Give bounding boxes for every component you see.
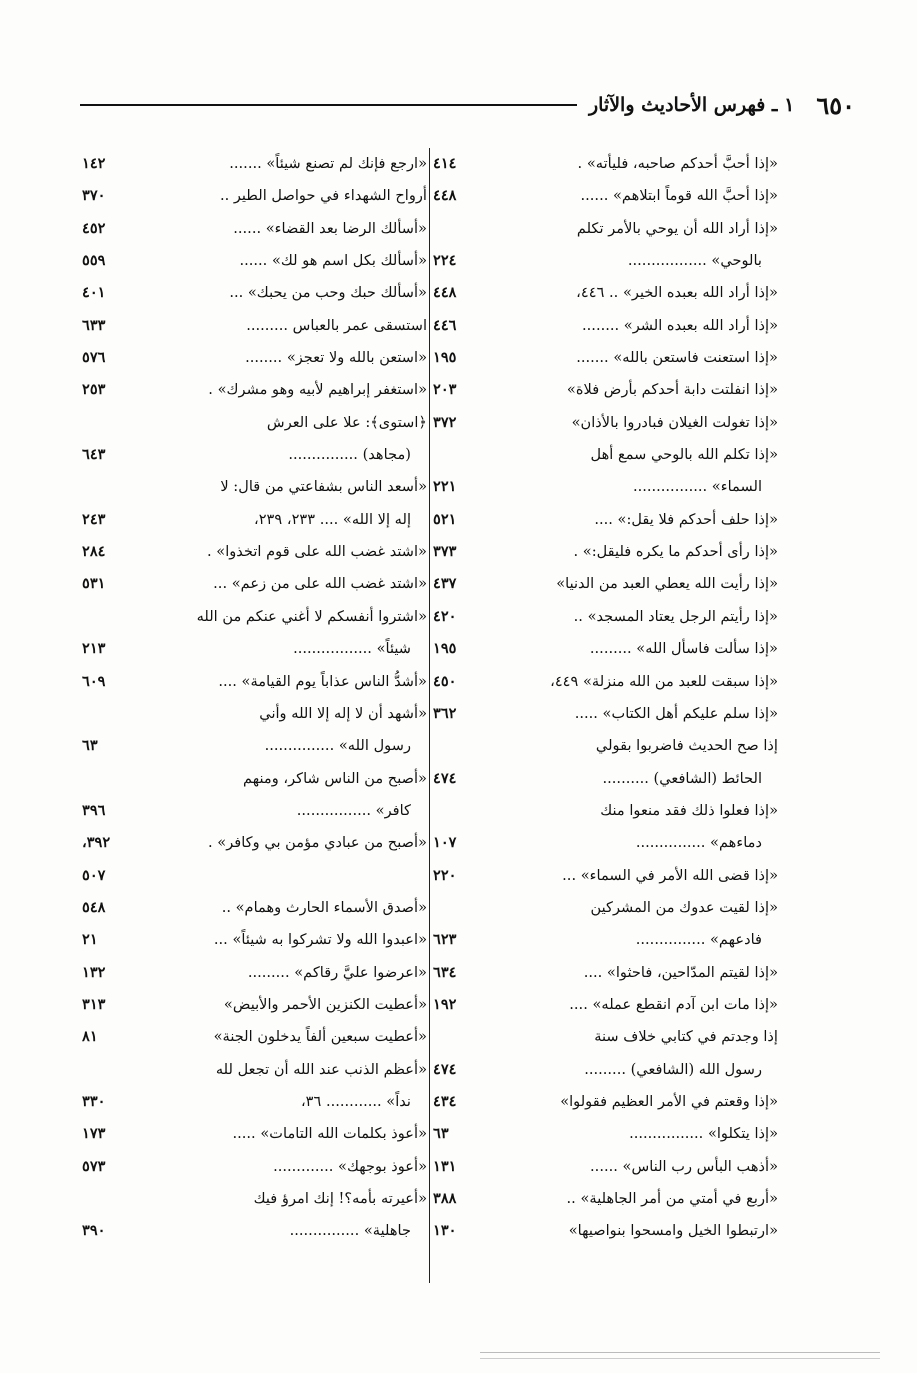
entry-page-number: ١٣١ <box>433 1157 457 1175</box>
entry-text: «إذا لقيتم المدّاحين، فاحثوا» .... <box>583 963 778 981</box>
entry-page-number: ٣١٣ <box>82 995 106 1013</box>
entry-text: «استغفر إبراهيم لأبيه وهو مشرك» . <box>208 381 427 399</box>
entry-page-number: ٣٩٢، <box>82 834 111 852</box>
entry-text: «أصدق الأسماء الحارث وهمام» .. <box>221 898 427 916</box>
entry-page-number: ٥٧٣ <box>82 1157 106 1175</box>
entry-text: «أشدُّ الناس عذاباً يوم القيامة» .... <box>218 672 427 690</box>
entry-page-number: ١٠٧ <box>433 834 457 852</box>
entry-page-number: ٣٧٠ <box>82 187 106 205</box>
entry-text: «أربع في أمتي من أمر الجاهلية» .. <box>566 1190 778 1207</box>
entry-text: «إذا أحبَّ الله قوماً ابتلاهم» ...... <box>580 187 778 205</box>
entry-text: «أعوذ بوجهك» ............. <box>273 1157 427 1175</box>
index-entry <box>433 892 778 924</box>
entry-text: استسقى عمر بالعباس ......... <box>246 316 427 334</box>
index-entry <box>433 989 778 1021</box>
index-entry <box>82 180 427 212</box>
index-entry <box>82 1183 427 1215</box>
entry-text: «اشتروا أنفسكم لا أغني عنكم من الله <box>196 607 427 625</box>
index-entry <box>433 763 778 795</box>
index-entry <box>82 730 427 762</box>
index-entry <box>433 407 778 439</box>
index-entry <box>82 601 427 633</box>
index-entry <box>433 148 778 180</box>
footer-rule <box>480 1352 880 1353</box>
entry-text: «ارجع فإنك لم تصنع شيئاً» ....... <box>229 155 427 172</box>
entry-text: «إذا انفلتت دابة أحدكم بأرض فلاة» <box>566 381 778 399</box>
index-entry <box>82 342 427 374</box>
entry-page-number: ٤٧٤ <box>433 1060 457 1078</box>
entry-text: «إذا رأيتم الرجل يعتاد المسجد» .. <box>573 607 778 625</box>
entry-page-number: ٤٤٦ <box>433 316 457 334</box>
index-entry <box>433 245 778 277</box>
entry-page-number: ٨١ <box>82 1028 98 1046</box>
entry-text: «إذا فعلوا ذلك فقد منعوا منك <box>600 801 778 819</box>
entry-page-number: ٢٢٤ <box>433 252 457 270</box>
entry-page-number: ٦٠٩ <box>82 672 106 690</box>
entry-text: فادعهم» ............... <box>635 931 762 949</box>
index-entry <box>82 536 427 568</box>
entry-text: إله إلا الله» .... ٢٣٣، ٢٣٩، <box>253 510 411 528</box>
index-entry <box>433 536 778 568</box>
entry-page-number: ٦٢٣ <box>433 931 457 949</box>
index-entry <box>433 633 778 665</box>
index-entry <box>433 504 778 536</box>
entry-text: «أعطيت سبعين ألفاً يدخلون الجنة» <box>213 1028 427 1046</box>
entry-text: «ارتبطوا الخيل وامسحوا بنواصيها» <box>568 1222 778 1240</box>
entry-page-number: ٢٢٠ <box>433 866 457 884</box>
entry-page-number: ١٣٠ <box>433 1222 457 1240</box>
index-entry <box>433 1118 778 1150</box>
entry-page-number: ٦٤٣ <box>82 446 106 464</box>
header-rule <box>80 104 577 106</box>
entry-page-number: ٣٣٠ <box>82 1092 106 1110</box>
index-entry <box>433 1151 778 1183</box>
entry-text: رسول الله» ............... <box>264 737 411 755</box>
entry-text: «إذا قضى الله الأمر في السماء» ... <box>562 866 778 884</box>
entry-page-number: ٦٣٣ <box>82 316 106 334</box>
entry-text: «إذا أراد الله أن يوحي بالأمر تكلم <box>576 219 778 237</box>
entry-text: السماء» ................ <box>632 478 762 496</box>
entry-text: «أذهب البأس رب الناس» ...... <box>590 1157 778 1175</box>
index-entry <box>82 407 427 439</box>
index-entry <box>82 763 427 795</box>
index-entry <box>82 860 427 892</box>
entry-text: (مجاهد) ............... <box>288 446 411 464</box>
index-entry <box>433 1021 778 1053</box>
entry-page-number: ٢٤٣ <box>82 510 106 528</box>
entry-text: «أسألك الرضا بعد القضاء» ...... <box>233 219 427 237</box>
entry-page-number: ١٩٥ <box>433 349 457 367</box>
entry-text: «إذا يتكلوا» ................ <box>629 1125 778 1143</box>
entry-page-number: ٣٩٦ <box>82 801 106 819</box>
entry-text: «إذا وقعتم في الأمر العظيم فقولوا» <box>560 1092 778 1110</box>
entry-text: «إذا مات ابن آدم انقطع عمله» .... <box>569 995 778 1013</box>
entry-page-number: ٤٤٨ <box>433 187 457 205</box>
entry-text: بالوحي» ................. <box>627 252 762 270</box>
entry-page-number: ٤٣٧ <box>433 575 457 593</box>
entry-text: «استعن بالله ولا تعجز» ........ <box>245 349 427 367</box>
entry-text: «اشتد غضب الله على قوم اتخذوا» . <box>206 543 427 561</box>
entry-page-number: ٦٣ <box>433 1125 449 1143</box>
index-entry <box>82 148 427 180</box>
entry-page-number: ٣٦٢ <box>433 704 457 722</box>
index-entry <box>433 827 778 859</box>
index-entry <box>82 245 427 277</box>
section-title: ١ ـ فهرس الأحاديث والآثار <box>588 94 795 116</box>
index-entry <box>82 666 427 698</box>
entry-text: «أسألك حبك وحب من يحبك» ... <box>229 284 427 302</box>
index-entry <box>433 277 778 309</box>
entry-text: جاهلية» ............... <box>289 1222 411 1240</box>
entry-text: «إذا سبقت للعبد من الله منزلة» ٤٤٩، <box>550 672 778 690</box>
index-column-left <box>82 148 427 1248</box>
entry-page-number: ٤٤٨ <box>433 284 457 302</box>
entry-page-number: ٢١٣ <box>82 640 106 658</box>
index-entry <box>433 374 778 406</box>
entry-text: «اعرضوا عليَّ رقاكم» ......... <box>247 963 427 981</box>
entry-text: «أعطيت الكنزين الأحمر والأبيض» <box>223 995 427 1013</box>
entry-page-number: ٣٩٠ <box>82 1222 106 1240</box>
index-column-right <box>433 148 778 1248</box>
entry-text: «أسعد الناس بشفاعتي من قال: لا <box>220 478 427 496</box>
index-entry <box>82 1118 427 1150</box>
index-entry <box>433 924 778 956</box>
entry-text: «إذا تغولت الغيلان فبادروا بالأذان» <box>571 413 778 431</box>
entry-text: أرواح الشهداء في حواصل الطير .. <box>219 187 427 205</box>
index-entry <box>433 213 778 245</box>
entry-page-number: ٢١ <box>82 931 98 949</box>
index-entry <box>82 1215 427 1247</box>
index-entry <box>82 374 427 406</box>
entry-page-number: ١٣٢ <box>82 963 106 981</box>
entry-text: إذا وجدتم في كتابي خلاف سنة <box>594 1028 778 1046</box>
entry-page-number: ٥٢١ <box>433 510 457 528</box>
entry-text: «أصبح من الناس شاكر، ومنهم <box>243 769 427 787</box>
entry-page-number: ٤١٤ <box>433 155 457 172</box>
index-entry <box>82 892 427 924</box>
index-entry <box>433 1183 778 1215</box>
entry-page-number: ٢٨٤ <box>82 543 106 561</box>
index-entry <box>433 666 778 698</box>
index-entry <box>433 601 778 633</box>
index-entry <box>433 471 778 503</box>
entry-text: «اعبدوا الله ولا تشركوا به شيئاً» ... <box>213 931 427 949</box>
index-entry <box>433 180 778 212</box>
entry-text: الحائط (الشافعي) .......... <box>602 769 762 787</box>
index-entry <box>82 504 427 536</box>
index-entry <box>82 1151 427 1183</box>
entry-page-number: ٥٥٩ <box>82 252 106 270</box>
page-number: ٦٥٠ <box>816 90 855 120</box>
entry-page-number: ٦٣ <box>82 737 98 755</box>
entry-page-number: ٢٥٣ <box>82 381 106 399</box>
index-entry <box>82 568 427 600</box>
index-entry <box>82 795 427 827</box>
entry-page-number: ٣٨٨ <box>433 1190 457 1207</box>
page-header <box>80 88 855 122</box>
entry-text: رسول الله (الشافعي) ......... <box>584 1060 762 1078</box>
entry-text: «إذا استعنت فاستعن بالله» ....... <box>576 349 778 367</box>
index-entry <box>82 957 427 989</box>
entry-page-number: ٣٧٣ <box>433 543 457 561</box>
index-entry <box>82 213 427 245</box>
entry-text: «أشهد أن لا إله إلا الله وأني <box>259 704 427 722</box>
footer-rule-secondary <box>480 1358 880 1359</box>
index-entry <box>433 439 778 471</box>
entry-text: «أصبح من عبادي مؤمن بي وكافر» . <box>208 834 427 852</box>
entry-text: ﴿استوى﴾: علا على العرش <box>266 413 427 431</box>
entry-page-number: ٢٠٣ <box>433 381 457 399</box>
entry-page-number: ٤٢٠ <box>433 607 457 625</box>
column-divider <box>429 148 430 1283</box>
index-entry <box>433 310 778 342</box>
entry-text: دماءهم» ............... <box>635 834 762 852</box>
index-entry <box>433 860 778 892</box>
entry-text: «إذا أراد الله بعبده الخير» .. ٤٤٦، <box>576 284 778 302</box>
entry-page-number: ٤٥٢ <box>82 219 106 237</box>
index-entry <box>82 827 427 859</box>
entry-text: «إذا أحبَّ أحدكم صاحبه، فليأته» . <box>577 155 778 172</box>
index-entry <box>433 1086 778 1118</box>
entry-page-number: ٤٥٠ <box>433 672 457 690</box>
entry-page-number: ٥٣١ <box>82 575 106 593</box>
index-entry <box>433 957 778 989</box>
entry-text: «اشتد غضب الله على من زعم» ... <box>213 575 427 593</box>
entry-text: «أعيرته بأمه؟! إنك امرؤ فيك <box>253 1190 427 1207</box>
index-entry <box>82 277 427 309</box>
index-entry <box>433 1215 778 1247</box>
entry-page-number: ١٧٣ <box>82 1125 106 1143</box>
index-entry <box>82 439 427 471</box>
entry-page-number: ٢٢١ <box>433 478 457 496</box>
index-entry <box>82 471 427 503</box>
entry-text: «إذا أراد الله بعبده الشر» ........ <box>582 316 778 334</box>
index-entry <box>82 989 427 1021</box>
entry-page-number: ٥٧٦ <box>82 349 106 367</box>
index-entry <box>433 568 778 600</box>
entry-page-number: ٤٠١ <box>82 284 106 302</box>
index-entry <box>82 633 427 665</box>
entry-page-number: ١٤٢ <box>82 155 106 172</box>
index-entry <box>82 698 427 730</box>
entry-page-number: ٥٠٧ <box>82 866 106 884</box>
entry-text: «إذا تكلم الله بالوحي سمع أهل <box>590 446 778 464</box>
entry-page-number: ٣٧٢ <box>433 413 457 431</box>
entry-text: «أعظم الذنب عند الله أن تجعل لله <box>215 1060 427 1078</box>
entry-page-number: ٤٧٤ <box>433 769 457 787</box>
entry-text: «أسألك بكل اسم هو لك» ...... <box>239 252 427 270</box>
entry-text: إذا صح الحديث فاضربوا بقولي <box>595 737 778 755</box>
entry-page-number: ١٩٢ <box>433 995 457 1013</box>
entry-text: «إذا سلم عليكم أهل الكتاب» ..... <box>574 704 778 722</box>
entry-text: شيئاً» ................. <box>293 640 411 658</box>
entry-page-number: ٤٣٤ <box>433 1092 457 1110</box>
entry-text: «إذا سألت فاسأل الله» ......... <box>589 640 778 658</box>
entry-text: «إذا رأى أحدكم ما يكره فليقل:» . <box>573 543 778 561</box>
index-entry <box>433 342 778 374</box>
entry-text: نداً» ............ ٣٦، <box>300 1092 411 1110</box>
index-entry <box>433 795 778 827</box>
index-entry <box>82 1086 427 1118</box>
entry-text: «إذا حلف أحدكم فلا يقل:» .... <box>594 510 778 528</box>
entry-text: كافر» ................ <box>296 801 411 819</box>
index-entry <box>82 924 427 956</box>
entry-text: «إذا لقيت عدوك من المشركين <box>590 898 778 916</box>
index-entry <box>433 730 778 762</box>
index-entry <box>433 698 778 730</box>
entry-text: «أعوذ بكلمات الله التامات» ..... <box>232 1125 427 1143</box>
index-entry <box>82 1054 427 1086</box>
entry-text: «إذا رأيت الله يعطي العبد من الدنيا» <box>556 575 778 593</box>
index-entry <box>82 1021 427 1053</box>
index-entry <box>82 310 427 342</box>
entry-page-number: ٥٤٨ <box>82 898 106 916</box>
index-entry <box>433 1054 778 1086</box>
entry-page-number: ١٩٥ <box>433 640 457 658</box>
entry-page-number: ٦٣٤ <box>433 963 457 981</box>
